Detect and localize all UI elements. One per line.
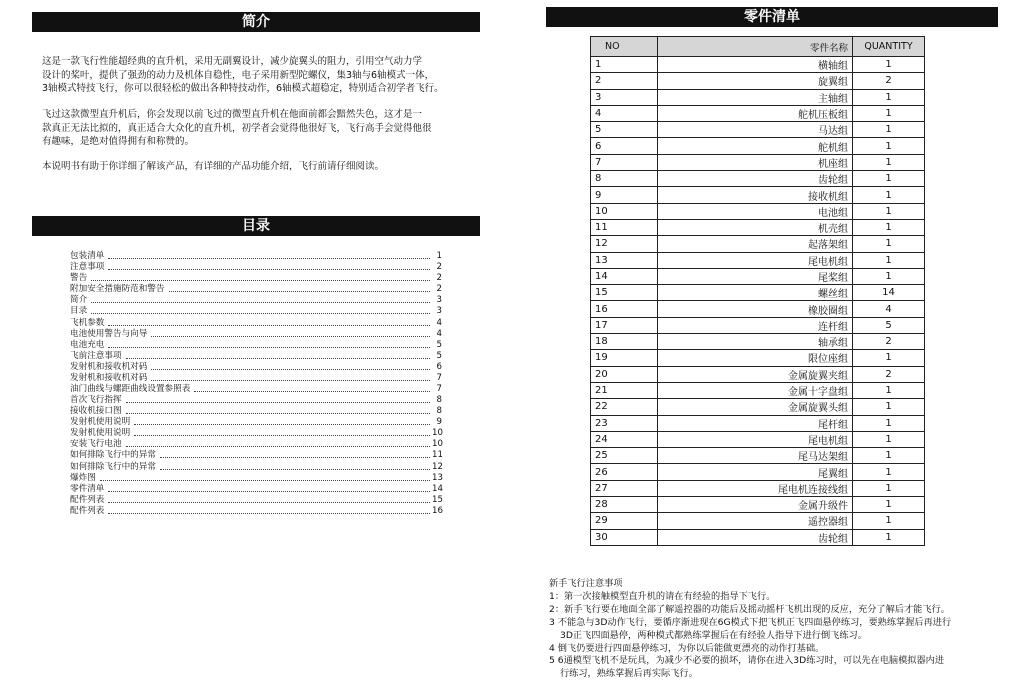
part-number: 28 <box>591 497 658 513</box>
table-row <box>591 73 925 89</box>
note-line: 4 倒飞仍要进行四面悬停练习，为你以后能做更漂亮的动作打基础。 <box>549 642 825 654</box>
table-row <box>591 513 925 529</box>
part-quantity: 1 <box>853 171 925 187</box>
toc-entry-title: 飞机参数 <box>70 317 105 328</box>
table-row <box>591 399 925 415</box>
part-number: 27 <box>591 480 658 496</box>
part-number: 16 <box>591 301 658 317</box>
part-name: 连杆组 <box>658 317 853 333</box>
intro-paragraph-3 <box>42 160 462 174</box>
toc-entry-page: 5 <box>436 339 442 350</box>
toc-leader-dots <box>151 380 430 381</box>
part-name: 马达组 <box>658 122 853 138</box>
toc-entry-page: 8 <box>436 406 442 417</box>
toc-entry-title: 附加安全措施防范和警告 <box>70 284 165 295</box>
toc-entry <box>70 438 442 449</box>
part-quantity: 1 <box>853 219 925 235</box>
part-number: 9 <box>591 187 658 203</box>
part-name: 电池组 <box>658 203 853 219</box>
part-number: 10 <box>591 203 658 219</box>
toc-leader-dots <box>91 280 430 281</box>
part-number: 5 <box>591 122 658 138</box>
note-line: 1：第一次接触模型直升机的请在有经验的指导下飞行。 <box>549 590 776 602</box>
toc-entry <box>70 305 442 316</box>
part-name: 横轴组 <box>658 57 853 73</box>
table-row <box>591 203 925 219</box>
toc-entry-title: 警告 <box>70 273 88 284</box>
toc-entry-page: 16 <box>432 505 443 516</box>
part-number: 1 <box>591 57 658 73</box>
part-number: 11 <box>591 219 658 235</box>
toc-entry-title: 配件列表 <box>70 494 105 505</box>
part-number: 24 <box>591 431 658 447</box>
table-row <box>591 317 925 333</box>
part-name: 尾马达架组 <box>658 448 853 464</box>
toc-leader-dots <box>108 269 430 270</box>
part-quantity: 1 <box>853 89 925 105</box>
table-row <box>591 448 925 464</box>
toc-entry-page: 10 <box>432 428 443 439</box>
toc-entry-title: 如何排除飞行中的异常 <box>70 450 156 461</box>
part-number: 12 <box>591 236 658 252</box>
toc-entry <box>70 472 442 483</box>
part-name: 遥控器组 <box>658 513 853 529</box>
part-quantity: 1 <box>853 497 925 513</box>
toc-entry <box>70 405 442 416</box>
toc-leader-dots <box>91 302 430 303</box>
toc-entry-page: 4 <box>436 328 442 339</box>
part-number: 21 <box>591 382 658 398</box>
part-number: 15 <box>591 285 658 301</box>
toc-entry <box>70 261 442 272</box>
toc-entry-title: 电池使用警告与向导 <box>70 328 148 339</box>
toc-entry-page: 5 <box>436 350 442 361</box>
table-row <box>591 366 925 382</box>
toc-entry-title: 注意事项 <box>70 262 105 273</box>
toc-leader-dots <box>108 513 430 514</box>
part-quantity: 1 <box>853 138 925 154</box>
part-number: 4 <box>591 105 658 121</box>
table-row <box>591 529 925 545</box>
parts-table-header <box>591 37 925 57</box>
intro-text-line: 这是一款飞行性能超经典的直升机，采用无副翼设计，减少旋翼头的阻力，引用空气动力学 <box>42 56 423 67</box>
table-row <box>591 236 925 252</box>
intro-text-line: 有趣味，是绝对值得拥有和称赞的。 <box>42 136 195 147</box>
toc-entry <box>70 483 442 494</box>
table-row <box>591 285 925 301</box>
part-quantity: 14 <box>853 285 925 301</box>
note-line: 行练习，熟练掌握后再实际飞行。 <box>560 668 698 680</box>
part-number: 8 <box>591 171 658 187</box>
toc-entry <box>70 328 442 339</box>
toc-entry-page: 3 <box>436 295 442 306</box>
part-name: 尾电机组 <box>658 252 853 268</box>
table-row <box>591 431 925 447</box>
part-name: 舵机组 <box>658 138 853 154</box>
intro-paragraph-2 <box>42 108 462 149</box>
toc-entry <box>70 372 442 383</box>
toc-entry-page: 3 <box>436 306 442 317</box>
part-quantity: 4 <box>853 301 925 317</box>
table-row <box>591 252 925 268</box>
toc-entry <box>70 272 442 283</box>
notes-title: 新手飞行注意事项 <box>549 578 623 589</box>
part-quantity: 2 <box>853 366 925 382</box>
note-line: 3D正飞四面悬停，两种模式都熟练掌握后在有经验人指导下进行倒飞练习。 <box>560 629 867 641</box>
toc-entry <box>70 494 442 505</box>
part-quantity: 1 <box>853 236 925 252</box>
table-row <box>591 187 925 203</box>
part-number: 26 <box>591 464 658 480</box>
table-row <box>591 382 925 398</box>
table-row <box>591 480 925 496</box>
intro-paragraph-1 <box>42 55 462 96</box>
toc-leader-dots <box>194 391 430 392</box>
part-quantity: 1 <box>853 252 925 268</box>
toc-leader-dots <box>126 358 430 359</box>
part-name: 金属旋翼头组 <box>658 399 853 415</box>
intro-text-line: 3轴模式特技飞行，你可以很轻松的做出各种特技动作，6轴模式超稳定，特别适合初学者飞行。 <box>42 83 444 94</box>
toc-entry <box>70 449 442 460</box>
toc-entry-title: 发射机和接收机对码 <box>70 361 148 372</box>
toc-leader-dots <box>160 469 430 470</box>
part-number: 20 <box>591 366 658 382</box>
part-number: 7 <box>591 154 658 170</box>
part-name: 螺丝组 <box>658 285 853 301</box>
table-row <box>591 219 925 235</box>
part-number: 23 <box>591 415 658 431</box>
part-quantity: 2 <box>853 73 925 89</box>
toc-entry <box>70 350 442 361</box>
part-name: 尾桨组 <box>658 268 853 284</box>
part-quantity: 1 <box>853 415 925 431</box>
part-name: 橡胶圈组 <box>658 301 853 317</box>
part-name: 金属旋翼夹组 <box>658 366 853 382</box>
part-name: 尾翼组 <box>658 464 853 480</box>
toc-entry <box>70 383 442 394</box>
toc-entry-page: 13 <box>432 472 443 483</box>
part-name: 主轴组 <box>658 89 853 105</box>
toc-entry-title: 接收机接口图 <box>70 406 122 417</box>
toc-leader-dots <box>151 336 430 337</box>
part-quantity: 1 <box>853 187 925 203</box>
toc-leader-dots <box>134 424 430 425</box>
part-quantity: 1 <box>853 105 925 121</box>
toc-leader-dots <box>108 325 430 326</box>
toc-entry-title: 配件列表 <box>70 505 105 516</box>
toc-leader-dots <box>160 457 430 458</box>
toc-leader-dots <box>108 502 430 503</box>
part-quantity: 1 <box>853 382 925 398</box>
part-number: 18 <box>591 334 658 350</box>
part-name: 金属十字盘组 <box>658 382 853 398</box>
part-quantity: 1 <box>853 480 925 496</box>
part-quantity: 1 <box>853 203 925 219</box>
toc-leader-dots <box>169 291 430 292</box>
part-quantity: 1 <box>853 399 925 415</box>
toc-entry-title: 电池充电 <box>70 339 105 350</box>
table-row <box>591 464 925 480</box>
part-number: 29 <box>591 513 658 529</box>
part-number: 3 <box>591 89 658 105</box>
part-quantity: 1 <box>853 268 925 284</box>
beginner-notes <box>549 578 1009 681</box>
toc-entry <box>70 316 442 327</box>
table-row <box>591 171 925 187</box>
toc-leader-dots <box>126 402 430 403</box>
toc-entry-page: 11 <box>432 450 443 461</box>
toc-entry-page: 2 <box>436 284 442 295</box>
toc-entry <box>70 416 442 427</box>
toc-entry-page: 9 <box>436 417 442 428</box>
toc-leader-dots <box>108 491 430 492</box>
toc-entry-page: 4 <box>436 317 442 328</box>
header-part-name: 零件名称 <box>658 37 853 57</box>
toc-entry-title: 油门曲线与螺距曲线设置参照表 <box>70 384 191 395</box>
toc-entry-page: 7 <box>436 372 442 383</box>
part-name: 起落架组 <box>658 236 853 252</box>
toc-entry <box>70 339 442 350</box>
table-row <box>591 154 925 170</box>
part-name: 尾电机组 <box>658 431 853 447</box>
part-quantity: 1 <box>853 448 925 464</box>
part-number: 6 <box>591 138 658 154</box>
toc-entry-title: 爆炸图 <box>70 472 96 483</box>
part-name: 尾电机连接线组 <box>658 480 853 496</box>
toc-entry <box>70 394 442 405</box>
part-number: 14 <box>591 268 658 284</box>
parts-list-title: 零件清单 <box>546 7 998 27</box>
toc-entry-page: 15 <box>432 494 443 505</box>
toc-leader-dots <box>134 435 430 436</box>
part-number: 2 <box>591 73 658 89</box>
part-name: 金属升级件 <box>658 497 853 513</box>
parts-table <box>590 36 925 546</box>
table-row <box>591 57 925 73</box>
toc-entry-title: 飞前注意事项 <box>70 350 122 361</box>
part-number: 25 <box>591 448 658 464</box>
table-row <box>591 301 925 317</box>
toc-leader-dots <box>100 480 430 481</box>
part-quantity: 1 <box>853 529 925 545</box>
note-line: 5 6通模型飞机不是玩具，为减少不必要的损坏，请你在进入3D练习时，可以先在电脑模拟器内进 <box>549 655 945 667</box>
toc-entry-title: 如何排除飞行中的异常 <box>70 461 156 472</box>
header-quantity: QUANTITY <box>853 37 925 57</box>
table-row <box>591 497 925 513</box>
toc-entry-page: 8 <box>436 395 442 406</box>
intro-text-line: 飞过这款微型直升机后，你会发现以前飞过的微型直升机在他面前都会黯然失色，这才是一 <box>42 109 423 120</box>
toc-entry-title: 首次飞行指挥 <box>70 395 122 406</box>
toc-leader-dots <box>126 446 430 447</box>
table-row <box>591 89 925 105</box>
table-row <box>591 138 925 154</box>
table-of-contents <box>70 250 442 516</box>
header-no: NO <box>591 37 658 57</box>
toc-entry-page: 6 <box>436 361 442 372</box>
toc-entry-page: 7 <box>436 384 442 395</box>
toc-leader-dots <box>151 369 430 370</box>
toc-entry-page: 2 <box>436 262 442 273</box>
intro-section-title: 简介 <box>32 12 480 32</box>
part-name: 齿轮组 <box>658 529 853 545</box>
part-name: 限位座组 <box>658 350 853 366</box>
toc-entry-title: 发射机使用说明 <box>70 417 131 428</box>
toc-entry-page: 10 <box>432 439 443 450</box>
toc-leader-dots <box>126 413 430 414</box>
part-quantity: 1 <box>853 464 925 480</box>
part-quantity: 1 <box>853 122 925 138</box>
part-number: 17 <box>591 317 658 333</box>
toc-entry-title: 目录 <box>70 306 88 317</box>
toc-entry-title: 发射机使用说明 <box>70 428 131 439</box>
part-name: 尾杆组 <box>658 415 853 431</box>
part-number: 22 <box>591 399 658 415</box>
intro-text-line: 本说明书有助于你详细了解该产品，有详细的产品功能介绍，飞行前请仔细阅读。 <box>42 161 385 172</box>
toc-entry-page: 14 <box>432 483 443 494</box>
toc-entry-title: 零件清单 <box>70 483 105 494</box>
part-quantity: 1 <box>853 513 925 529</box>
table-row <box>591 268 925 284</box>
toc-entry <box>70 460 442 471</box>
toc-entry-page: 12 <box>432 461 443 472</box>
table-row <box>591 415 925 431</box>
toc-leader-dots <box>91 313 430 314</box>
toc-entry-page: 2 <box>436 273 442 284</box>
toc-entry <box>70 294 442 305</box>
table-row <box>591 122 925 138</box>
part-quantity: 5 <box>853 317 925 333</box>
note-line: 3 不能急与3D动作飞行，要循序渐进现在6G模式下把飞机正飞四面悬停练习，要熟练掌握后再进行 <box>549 616 952 628</box>
toc-section-title: 目录 <box>32 216 480 236</box>
table-row <box>591 105 925 121</box>
toc-entry <box>70 427 442 438</box>
toc-entry-title: 发射机和接收机对码 <box>70 372 148 383</box>
toc-entry <box>70 283 442 294</box>
part-name: 齿轮组 <box>658 171 853 187</box>
part-quantity: 2 <box>853 334 925 350</box>
part-quantity: 1 <box>853 154 925 170</box>
part-quantity: 1 <box>853 350 925 366</box>
part-number: 13 <box>591 252 658 268</box>
note-line: 2：新手飞行要在地面全部了解遥控器的功能后及摇动摇杆飞机出现的反应，充分了解后才能飞行。 <box>549 603 950 615</box>
intro-text-line: 设计的桨叶，提供了强劲的动力及机体自稳性，电子采用新型陀螺仪，集3轴与6轴模式一体， <box>42 69 435 81</box>
table-row <box>591 350 925 366</box>
part-name: 接收机组 <box>658 187 853 203</box>
part-name: 机座组 <box>658 154 853 170</box>
toc-entry <box>70 505 442 516</box>
toc-entry-title: 简介 <box>70 295 88 306</box>
part-name: 轴承组 <box>658 334 853 350</box>
part-name: 舵机压板组 <box>658 105 853 121</box>
part-number: 19 <box>591 350 658 366</box>
intro-text-line: 款真正无法比拟的，真正适合大众化的直升机，初学者会觉得他很好飞，飞行高手会觉得他很 <box>42 122 432 134</box>
part-name: 旋翼组 <box>658 73 853 89</box>
part-quantity: 1 <box>853 431 925 447</box>
toc-entry-title: 安装飞行电池 <box>70 439 122 450</box>
toc-entry-title: 包装清单 <box>70 251 105 262</box>
toc-leader-dots <box>108 347 430 348</box>
toc-entry <box>70 250 442 261</box>
toc-entry <box>70 361 442 372</box>
part-quantity: 1 <box>853 57 925 73</box>
toc-entry-page: 1 <box>436 251 442 262</box>
toc-leader-dots <box>108 258 430 259</box>
part-name: 机壳组 <box>658 219 853 235</box>
part-number: 30 <box>591 529 658 545</box>
table-row <box>591 334 925 350</box>
